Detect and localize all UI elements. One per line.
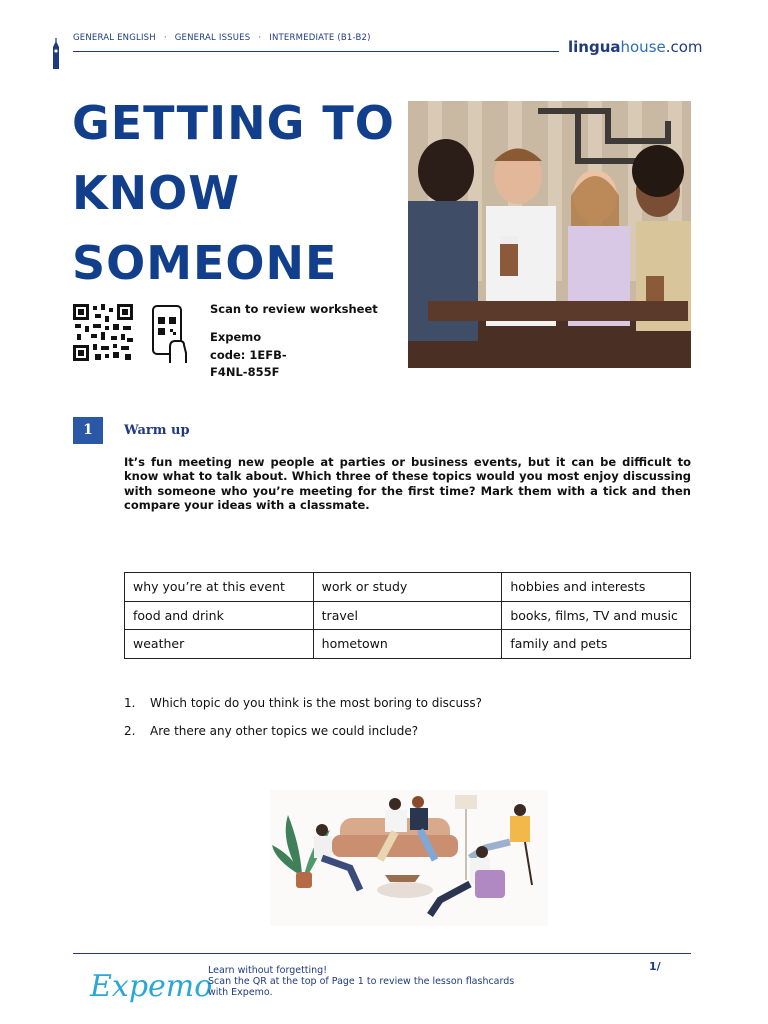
breadcrumb: GENERAL ENGLISH · GENERAL ISSUES · INTERMEDIATE (B1-B2) <box>73 33 371 43</box>
topic-cell[interactable]: family and pets <box>502 630 691 659</box>
expemo-code: Expemo code: 1EFB- F4NL-855F <box>210 330 287 379</box>
title-line: SOMEONE <box>72 236 338 290</box>
topic-cell[interactable]: hometown <box>313 630 502 659</box>
page-number: 1/ <box>649 960 661 973</box>
topic-cell[interactable]: why you’re at this event <box>125 573 314 602</box>
page-title <box>72 88 412 298</box>
people-chatting-illustration <box>270 790 548 926</box>
section-title: Warm up <box>124 423 190 438</box>
topics-table <box>124 572 691 659</box>
topic-cell[interactable]: weather <box>125 630 314 659</box>
breadcrumb-item[interactable]: GENERAL ENGLISH <box>73 33 156 43</box>
topic-cell[interactable]: travel <box>313 601 502 630</box>
big-ben-icon <box>50 38 62 70</box>
topic-cell[interactable]: hobbies and interests <box>502 573 691 602</box>
scan-title: Scan to review worksheet <box>210 302 378 316</box>
expemo-logo[interactable] <box>88 960 213 1010</box>
topic-cell[interactable]: books, films, TV and music <box>502 601 691 630</box>
friends-coffee-photo <box>408 101 691 368</box>
svg-text:Expemo: Expemo <box>90 969 213 1004</box>
footer-divider <box>73 953 691 954</box>
section-number-badge: 1 <box>73 417 103 444</box>
question-item: 2. Are there any other topics we could include? <box>124 724 419 738</box>
topic-cell[interactable]: work or study <box>313 573 502 602</box>
header-divider <box>73 51 559 52</box>
table-row <box>125 573 691 602</box>
footer-text: Learn without forgetting! Scan the QR at the top of Page 1 to review the lesson flashcards with Expemo. <box>208 965 515 998</box>
linguahouse-logo[interactable]: linguahouse.com <box>568 38 703 56</box>
title-line: GETTING TO <box>72 96 395 150</box>
breadcrumb-item[interactable]: GENERAL ISSUES <box>174 33 251 43</box>
table-row <box>125 601 691 630</box>
title-line: KNOW <box>72 166 240 220</box>
instructions-text: It’s fun meeting new people at parties or business events, but it can be difficult to know what to talk about. Which three of these topics would you most enjoy discussing with someone who you’re meeting for the first time? Mark them with a tick and then compare your ideas with a classmate. <box>124 455 691 512</box>
question-item: 1. Which topic do you think is the most boring to discuss? <box>124 696 482 710</box>
breadcrumb-item[interactable]: INTERMEDIATE (B1-B2) <box>269 33 371 43</box>
table-row <box>125 630 691 659</box>
qr-code[interactable] <box>73 304 133 361</box>
topic-cell[interactable]: food and drink <box>125 601 314 630</box>
phone-scan-icon <box>150 305 190 363</box>
